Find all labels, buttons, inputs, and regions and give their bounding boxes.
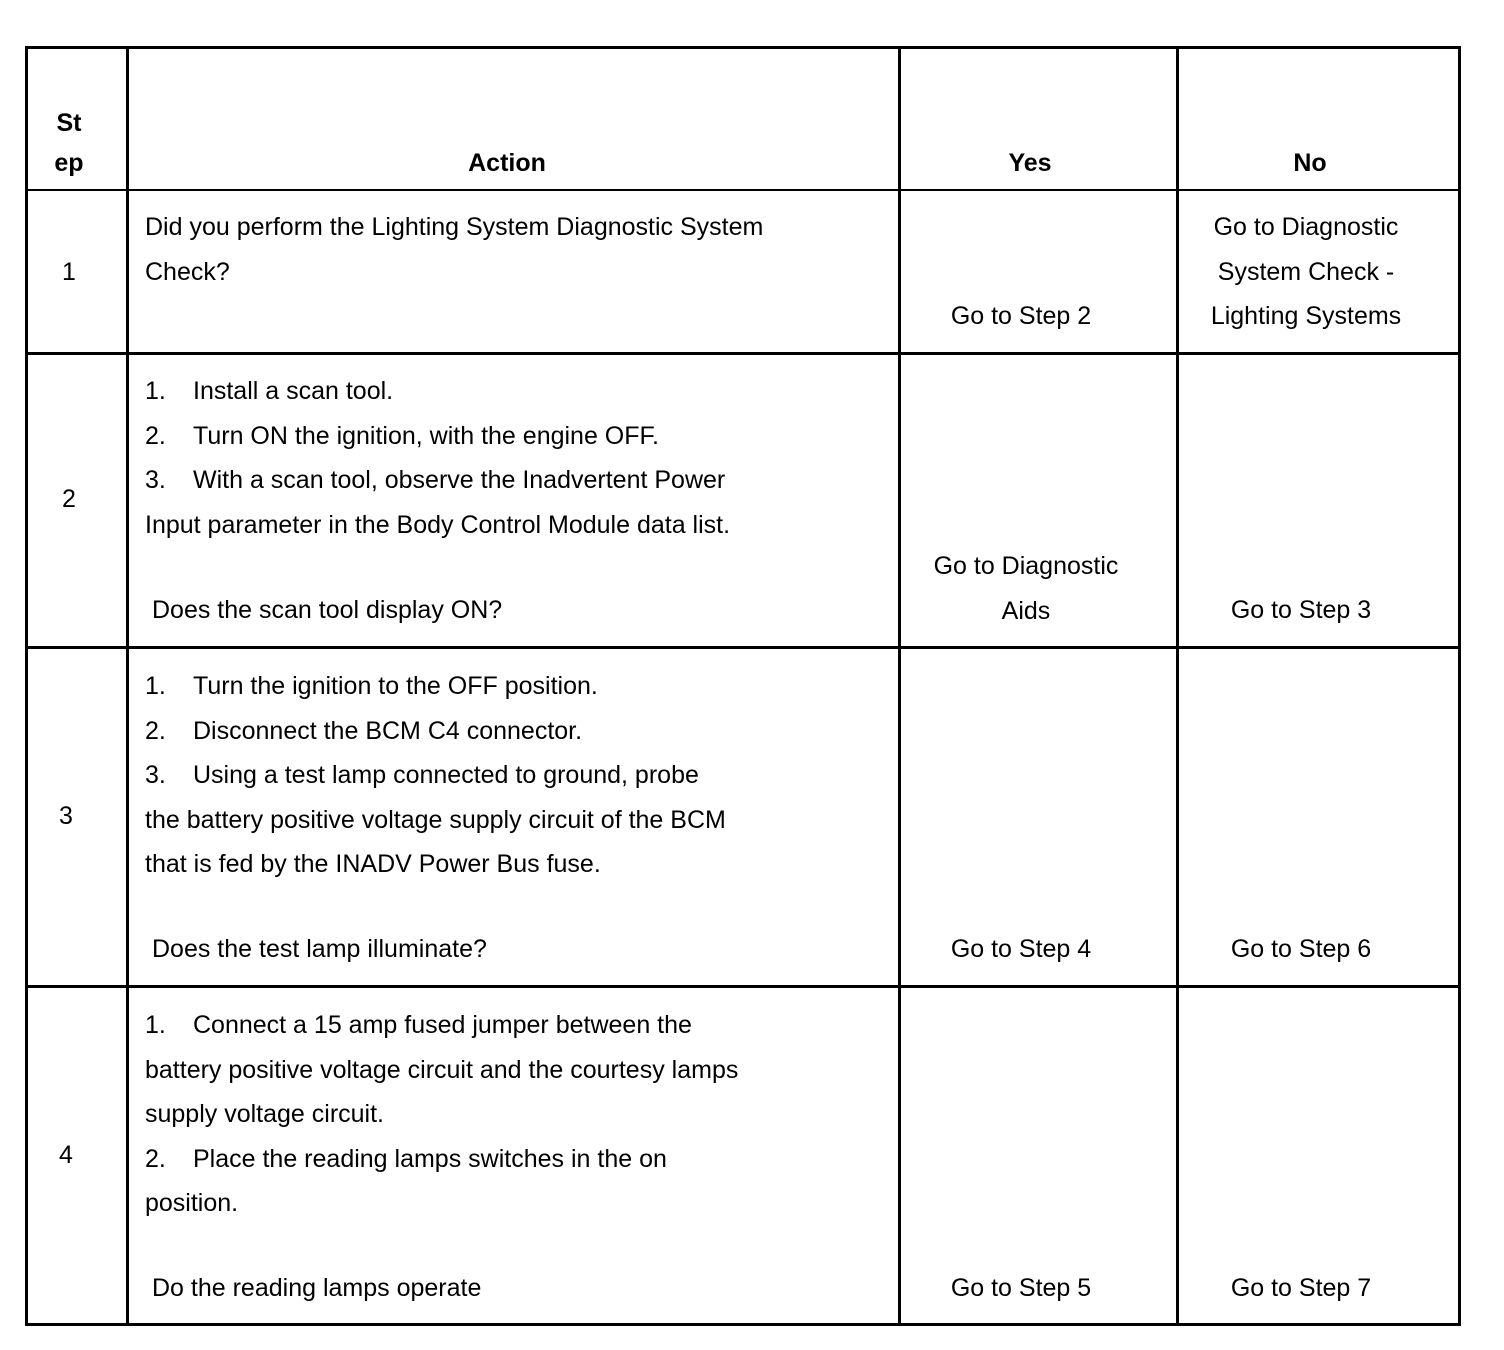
no-result-line: System Check - [1217, 257, 1395, 286]
item-number: 3. [145, 466, 166, 494]
header-divider [25, 189, 1461, 191]
action-list-item [145, 709, 895, 754]
action-list-item [145, 458, 895, 503]
column-divider-step [126, 46, 129, 1326]
item-text: Install a scan tool. [193, 377, 394, 405]
no-result: Go to Step 6 [1230, 935, 1372, 963]
column-divider-action [898, 46, 901, 1326]
item-text: Turn ON the ignition, with the engine OFF. [193, 421, 659, 450]
action-text [145, 369, 895, 547]
yes-result-line: Go to Diagnostic [933, 552, 1119, 580]
action-line: Did you perform the Lighting System Diagnostic System [145, 213, 764, 241]
yes-result: Go to Step 2 [950, 302, 1092, 330]
header-yes: Yes [1008, 149, 1052, 177]
action-list-item [145, 414, 895, 459]
action-list-item [145, 1003, 895, 1048]
step-number: 1 [62, 258, 76, 286]
row-divider-2 [25, 646, 1461, 649]
yes-result: Go to Step 4 [950, 935, 1092, 963]
item-text: Disconnect the BCM C4 connector. [193, 716, 583, 745]
action-text [145, 1003, 895, 1226]
item-number: 2. [145, 421, 166, 450]
header-step-line1: St [56, 109, 82, 137]
action-line: the battery positive voltage supply circuit of the BCM [145, 805, 726, 834]
table-border-top [25, 46, 1461, 49]
action-list-item [145, 753, 895, 798]
action-line: Input parameter in the Body Control Module data list. [145, 510, 731, 539]
action-line: that is fed by the INADV Power Bus fuse. [145, 850, 601, 878]
diagnostic-table [25, 46, 1461, 1326]
item-text: Turn the ignition to the OFF position. [193, 672, 598, 700]
action-line: Check? [145, 257, 230, 286]
item-number: 1. [145, 377, 166, 405]
item-number: 2. [145, 716, 166, 745]
item-number: 1. [145, 672, 166, 700]
action-list-item [145, 664, 895, 709]
item-text: Place the reading lamps switches in the on [193, 1144, 667, 1173]
no-result [1179, 205, 1433, 339]
step-number: 2 [62, 485, 76, 513]
item-text: Using a test lamp connected to ground, probe [193, 761, 699, 789]
header-step [28, 103, 110, 183]
step-number: 4 [59, 1141, 73, 1169]
action-list-item [145, 1137, 895, 1182]
action-line: position. [145, 1189, 239, 1217]
yes-result [901, 544, 1151, 633]
no-result-line: Lighting Systems [1210, 302, 1402, 330]
no-result-line: Go to Diagnostic [1213, 213, 1399, 241]
item-text: Connect a 15 amp fused jumper between the [193, 1011, 692, 1039]
header-step-line2: ep [54, 149, 84, 177]
row-divider-1 [25, 352, 1461, 355]
yes-result: Go to Step 5 [950, 1274, 1092, 1302]
item-number: 1. [145, 1011, 166, 1039]
item-text: With a scan tool, observe the Inadvertent Power [193, 466, 726, 494]
item-number: 3. [145, 761, 166, 789]
action-text [145, 205, 895, 294]
no-result: Go to Step 7 [1230, 1274, 1372, 1302]
header-no: No [1293, 149, 1327, 177]
action-question: Do the reading lamps operate [152, 1274, 482, 1302]
action-list-item [145, 369, 895, 414]
row-divider-3 [25, 985, 1461, 988]
action-text [145, 664, 895, 887]
yes-result-line: Aids [1001, 596, 1051, 625]
table-border-right [1458, 46, 1461, 1326]
action-line: supply voltage circuit. [145, 1100, 385, 1128]
step-number: 3 [59, 802, 73, 830]
no-result: Go to Step 3 [1230, 596, 1372, 624]
header-action: Action [468, 149, 546, 177]
action-line: battery positive voltage circuit and the courtesy lamps [145, 1055, 739, 1084]
table-border-bottom [25, 1323, 1461, 1326]
action-question: Does the test lamp illuminate? [152, 935, 487, 963]
action-question: Does the scan tool display ON? [152, 596, 503, 624]
item-number: 2. [145, 1144, 166, 1173]
